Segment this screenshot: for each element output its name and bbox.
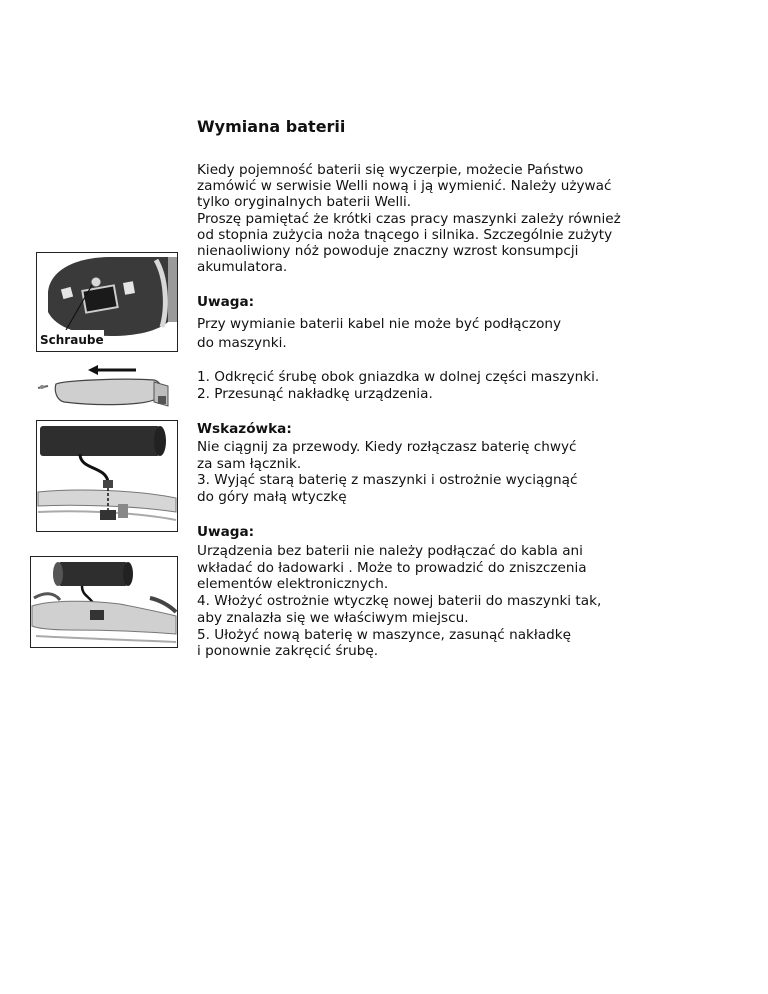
warning2-line: i ponownie zakręcić śrubę. [197, 643, 379, 660]
figure-slide-cover [36, 362, 170, 414]
warning1-heading: Uwaga: [197, 294, 255, 310]
tip-text [197, 439, 577, 505]
figure-unplug-battery [36, 420, 178, 532]
warning1-text [197, 315, 561, 353]
tip-line: do góry małą wtyczkę [197, 488, 347, 505]
warning2-line: elementów elektronicznych. [197, 576, 389, 593]
warning2-text [197, 543, 601, 660]
intro-line: od stopnia zużycia noża tnącego i silnika. Szczególnie zużyty [197, 226, 613, 243]
tip-line: 3. Wyjąć starą baterię z maszynki i ostrożnie wyciągnąć [197, 472, 578, 489]
intro-line: Kiedy pojemność baterii się wyczerpie, możecie Państwo [197, 162, 584, 178]
intro-line: nienaoliwiony nóż powoduje znaczny wzrost konsumpcji [197, 243, 579, 260]
warning2-line: wkładać do ładowarki . Może to prowadzić do zniszczenia [197, 559, 587, 576]
warning2-line: 4. Włożyć ostrożnie wtyczkę nowej baterii do maszynki tak, [197, 593, 602, 610]
figure-insert-battery [30, 556, 178, 648]
warning1-line: do maszynki. [197, 335, 287, 351]
tip-heading: Wskazówka: [197, 421, 292, 437]
screw-label: Schraube [40, 333, 104, 347]
step-1: 1. Odkręcić śrubę obok gniazdka w dolnej części maszynki. [197, 369, 600, 385]
figure-screw [36, 252, 178, 352]
intro-line: tylko oryginalnych baterii Welli. [197, 194, 412, 211]
warning2-line: 5. Ułożyć nową baterię w maszynce, zasunąć nakładkę [197, 626, 571, 643]
tip-line: za sam łącznik. [197, 455, 302, 472]
intro-line: Proszę pamiętać że krótki czas pracy maszynki zależy również [197, 210, 621, 227]
warning2-line: Urządzenia bez baterii nie należy podłączać do kabla ani [197, 543, 583, 559]
intro-paragraph [197, 162, 621, 275]
warning1-line: Przy wymianie baterii kabel nie może być podłączony [197, 316, 562, 332]
warning2-line: aby znalazła się we właściwym miejscu. [197, 609, 469, 626]
tip-line: Nie ciągnij za przewody. Kiedy rozłączasz baterię chwyć [197, 439, 577, 455]
intro-line: zamówić w serwisie Welli nową i ją wymienić. Należy używać [197, 178, 612, 195]
step-2: 2. Przesunąć nakładkę urządzenia. [197, 386, 433, 402]
page-title: Wymiana baterii [197, 117, 346, 136]
warning2-heading: Uwaga: [197, 524, 255, 540]
steps1-list [197, 369, 599, 403]
intro-line: akumulatora. [197, 259, 288, 276]
